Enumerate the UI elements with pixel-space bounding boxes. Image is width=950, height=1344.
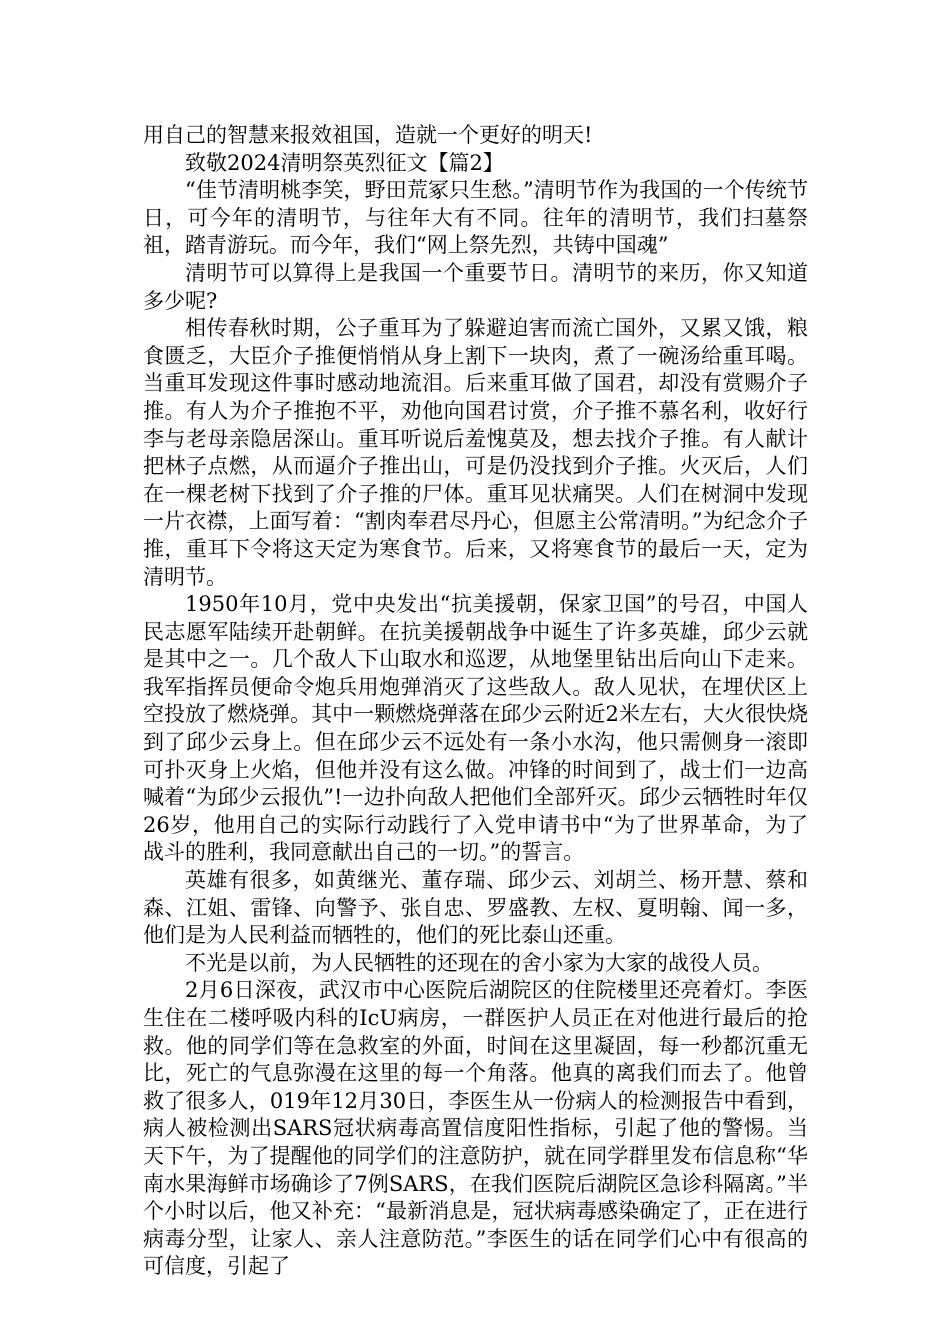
- paragraph-present-heroes: 不光是以前，为人民牺牲的还现在的舍小家为大家的战役人员。: [185, 950, 773, 975]
- paragraph-intro: “佳节清明桃李笑，野田荒冢只生愁。”清明节作为我国的一个传统节日，可今年的清明节，与往年大有不同。往年的清明节，我们扫墓祭祖，踏青游玩。而今年，我们“网上祭先烈，共铸中国魂”: [143, 178, 808, 258]
- section-heading: 致敬2024清明祭英烈征文【篇2】: [185, 150, 504, 175]
- document-body: [143, 122, 808, 1281]
- paragraph-qiushaoyun-story: 1950年10月，党中央发出“抗美援朝，保家卫国”的号召，中国人民志愿军陆续开赴朝鲜。在抗美援朝战争中诞生了许多英雄，邱少云就是其中之一。几个敌人下山取水和巡逻，从地堡里钻出后向山下走来。我军指挥员便命令炮兵用炮弹消灭了这些敌人。敌人见状，在埋伏区上空投放了燃烧弹。其中一颗燃烧弹落在邱少云附近2米左右，大火很快烧到了邱少云身上。但在邱少云不远处有一条小水沟，他只需侧身一滚即可扑灭身上火焰，但他并没有这么做。冲锋的时间到了，战士们一边高喊着“为邱少云报仇”!一边扑向敌人把他们全部歼灭。邱少云牺牲时年仅26岁，他用自己的实际行动践行了入党申请书中“为了世界革命，为了战斗的胜利，我同意献出自己的一切。”的誓言。: [143, 592, 808, 865]
- paragraph-doctor-story: 2月6日深夜，武汉市中心医院后湖院区的住院楼里还亮着灯。李医生住在二楼呼吸内科的IcU病房，一群医护人员正在对他进行最后的抢救。他的同学们等在急救室的外面，时间在这里凝固，每一秒都沉重无比，死亡的气息弥漫在这里的每一个角落。他真的离我们而去了。他曾救了很多人，019年12月30日，李医生从一份病人的检测报告中看到，病人被检测出SARS冠状病毒高置信度阳性指标，引起了他的警惕。当天下午，为了提醒他的同学们的注意防护，就在同学群里发布信息称“华南水果海鲜市场确诊了7例SARS，在我们医院后湖院区急诊科隔离。”半个小时以后，他又补充：“最新消息是，冠状病毒感染确定了，正在进行病毒分型，让家人、亲人注意防范。”李医生的话在同学们心中有很高的可信度，引起了: [143, 978, 808, 1279]
- paragraph-question: 清明节可以算得上是我国一个重要节日。清明节的来历，你又知道多少呢?: [143, 260, 808, 313]
- paragraph-jiezitui-story: 相传春秋时期，公子重耳为了躲避迫害而流亡国外，又累又饿，粮食匮乏，大臣介子推便悄悄从身上割下一块肉，煮了一碗汤给重耳喝。当重耳发现这件事时感动地流泪。后来重耳做了国君，却没有赏赐介子推。有人为介子推抱不平，劝他向国君讨赏，介子推不慕名利，收好行李与老母亲隐居深山。重耳听说后羞愧莫及，想去找介子推。有人献计把林子点燃，从而逼介子推出山，可是仍没找到介子推。火灭后，人们在一棵老树下找到了介子推的尸体。重耳见状痛哭。人们在树洞中发现一片衣襟，上面写着：“割肉奉君尽丹心，但愿主公常清明。”为纪念介子推，重耳下令将这天定为寒食节。后来，又将寒食节的最后一天，定为清明节。: [143, 316, 808, 589]
- paragraph-continuation: 用自己的智慧来报效祖国，造就一个更好的明天!: [143, 123, 593, 147]
- paragraph-heroes-list: 英雄有很多，如黄继光、董存瑞、邱少云、刘胡兰、杨开慧、蔡和森、江姐、雷锋、向警予、张自忠、罗盛教、左权、夏明翰、闻一多，他们是为人民利益而牺牲的，他们的死比泰山还重。: [143, 868, 808, 948]
